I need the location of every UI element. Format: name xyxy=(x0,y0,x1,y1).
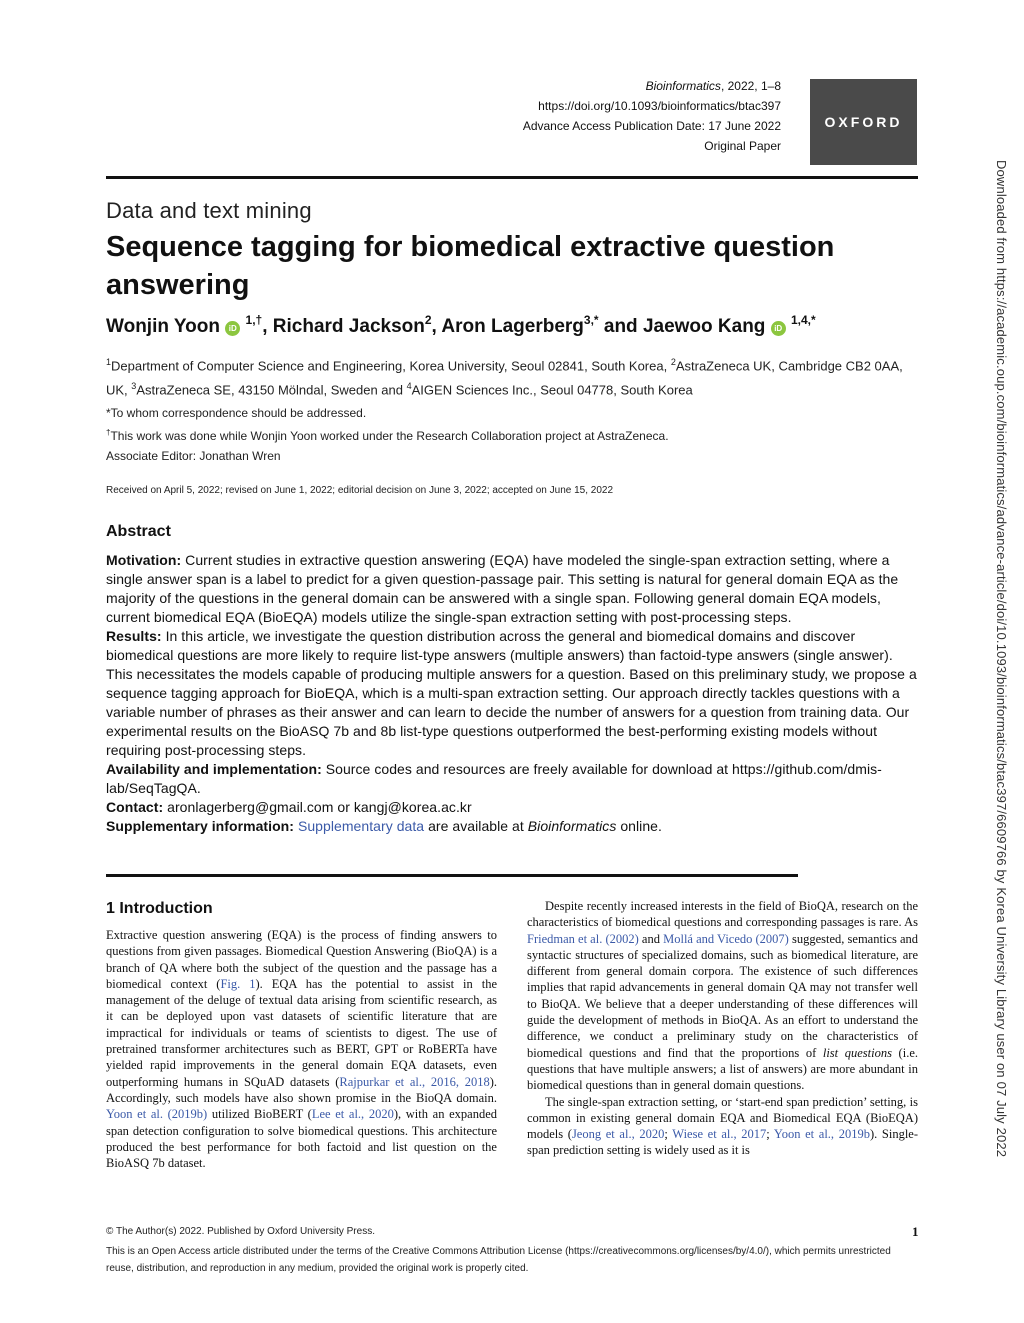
text-run: The single-span extraction setting, or ‘start-end span prediction’ setting, is common in existing general domain EQA and Biomedical EQA (BioEQA) models ( xyxy=(527,1094,918,1142)
author-kang[interactable]: and Jaewoo Kang xyxy=(598,316,766,337)
citation-link[interactable]: Rajpurkar et al., 2016, 2018 xyxy=(339,1074,490,1089)
affil-sup: 3 xyxy=(131,381,137,392)
doi-link[interactable]: https://doi.org/10.1093/bioinformatics/btac397 xyxy=(538,99,781,113)
supp-label: Supplementary information: xyxy=(106,818,294,834)
author-sup: 1,† xyxy=(245,313,263,327)
affil-text: AIGEN Sciences Inc., Seoul 04778, South Korea xyxy=(411,382,693,398)
section-heading-introduction: 1 Introduction xyxy=(106,900,213,917)
citation-link[interactable]: Wiese et al., 2017 xyxy=(672,1127,767,1142)
abstract-body xyxy=(106,551,918,836)
received-dates: Received on April 5, 2022; revised on June 1, 2022; editorial decision on June 3, 2022; accepted on June 15, 2022 xyxy=(106,485,614,496)
supp-text-end: online. xyxy=(616,818,662,834)
motivation-text: Current studies in extractive question answering (EQA) have modeled the single-span extraction setting, where a single answer span is a label to predict for a given question-passage pair. This setting is natural for general domain EQA as the majority of the questions in the general domain can be answered with a single span. Following general domain EQA models, current biomedical EQA (BioEQA) models utilize the single-span extraction setting with post-processing steps. xyxy=(106,552,899,625)
text-run: and xyxy=(638,931,664,946)
text-run: Despite recently increased interests in the field of BioQA, research on the characteristics of biomedical questions and corresponding passages is rare. As xyxy=(527,899,918,930)
author-notes xyxy=(106,403,918,466)
text-run: ), with an expanded span detection configuration to solve biomedical questions. This architecture produced the best performance for both factoid and list question on the BioASQ 7b dataset. xyxy=(106,1107,497,1171)
section-label: Data and text mining xyxy=(106,198,312,223)
author-list xyxy=(106,313,816,338)
emphasis: list questions xyxy=(822,1045,892,1060)
associate-editor: Associate Editor: Jonathan Wren xyxy=(106,449,281,463)
supplementary-link[interactable]: Supplementary data xyxy=(297,818,425,834)
abstract-availability xyxy=(106,760,918,798)
orcid-icon[interactable]: iD xyxy=(225,321,240,336)
citation-link[interactable]: Lee et al., 2020 xyxy=(311,1107,394,1122)
contact-label: Contact: xyxy=(106,799,164,815)
results-label: Results: xyxy=(106,628,162,644)
paper-title: Sequence tagging for biomedical extractive question answering xyxy=(106,231,835,301)
copyright-notice: © The Author(s) 2022. Published by Oxford University Press. xyxy=(106,1226,375,1237)
download-sidebar-text: Downloaded from https://academic.oup.com/bioinformatics/advance-article/doi/10.1093/bioinformatics/btac397/6609766 by Korea University Library user on 07 July 2022 xyxy=(994,160,1009,1158)
text-run: Extractive question answering (EQA) is the process of finding answers to questions from given passages. Biomedical Question Answering (BioQA) is a branch of QA where both the subject of the question and the passage has a biomedical context ( xyxy=(106,928,497,991)
abstract-heading: Abstract xyxy=(106,523,171,540)
author-yoon[interactable]: Wonjin Yoon xyxy=(106,316,220,337)
author-lagerberg[interactable]: , Aron Lagerberg xyxy=(431,316,584,337)
figure-link[interactable]: Fig. 1 xyxy=(220,976,256,991)
journal-name: Bioinformatics xyxy=(645,79,721,93)
affil-sup: 1 xyxy=(106,357,112,367)
intro-paragraph xyxy=(527,1094,918,1159)
orcid-icon[interactable]: iD xyxy=(771,321,786,336)
citation-link[interactable]: Jeong et al., 2020 xyxy=(571,1127,665,1142)
affil-sup: 2 xyxy=(670,357,676,367)
text-run: suggested, semantics and syntactic structures of specialized domains, such as biomedical literature, are different from general domain corpora. The existence of such differences implies that rapid advancements in general domain QA may not transfer well to BioQA. We believe that a deeper understanding of these differences will guide the development of methods in BioQA. As an effort to understand the difference, we conduct a preliminary study on the characteristics of biomedical questions and find that the proportions of xyxy=(527,931,919,1060)
text-run: (i.e. questions that have multiple answers; a list of answers) are more abundant in biomedical questions than in general domain questions. xyxy=(527,1045,918,1093)
text-run: ). Accordingly, such models have also shown promise in the BioQA domain. xyxy=(106,1074,497,1105)
author-sup: 3,* xyxy=(583,313,599,327)
results-text: In this article, we investigate the question distribution across the general and biomedical domains and discover biomedical questions are more likely to require list-type answers (multiple answers) than factoid-type answers (single answer). This necessitates the models capable of producing multiple answers for a question. Based on this preliminary study, we propose a sequence tagging approach for BioEQA, which is a multi-span extraction setting. Our approach directly tackles questions with a variable number of phrases as their answer and can learn to decide the number of answers for a question from training data. Our experimental results on the BioASQ 7b and 8b list-type questions outperformed the best-performing existing models without requiring post-processing steps. xyxy=(106,628,917,758)
page-number: 1 xyxy=(912,1224,919,1239)
affil-text: AstraZeneca UK, Cambridge CB2 0AA, UK, xyxy=(106,358,903,398)
paper-type: Original Paper xyxy=(704,139,781,153)
work-note-text: This work was done while Wonjin Yoon worked under the Research Collaboration project at AstraZeneca. xyxy=(110,429,669,443)
citation-link[interactable]: Yoon et al. (2019b) xyxy=(106,1107,208,1122)
intro-right-column xyxy=(527,898,918,1159)
affil-text: Department of Computer Science and Engineering, Korea University, Seoul 02841, South Korea, xyxy=(111,358,671,374)
abstract-results xyxy=(106,627,918,760)
oxford-logo-text: OXFORD xyxy=(824,114,903,130)
author-sup: 2 xyxy=(424,313,432,327)
text-run: ). EQA has the potential to assist in the management of the deluge of textual data arising from scientific research, as it can be deployed upon vast datasets of scientific literature that are impractical for individuals or teams of scientists to digest. The use of pretrained transformer architectures such as BERT, GPT or RoBERTa have yielded rapid improvements in the general domain EQA datasets, even outperforming humans in SQuAD datasets ( xyxy=(106,976,497,1089)
text-run: ; xyxy=(664,1127,673,1142)
dagger-mark: † xyxy=(106,428,111,437)
affil-text: AstraZeneca SE, 43150 Mölndal, Sweden and xyxy=(136,382,407,398)
abstract-contact xyxy=(106,798,918,817)
abstract-rule xyxy=(106,874,798,877)
affil-sup: 4 xyxy=(406,381,412,392)
availability-label: Availability and implementation: xyxy=(106,761,322,777)
affiliations xyxy=(106,352,918,401)
intro-left-column xyxy=(106,927,497,1171)
correspondence-note: *To whom correspondence should be addressed. xyxy=(106,406,367,420)
citation-link[interactable]: Friedman et al. (2002) xyxy=(527,931,639,946)
availability-text[interactable]: Source codes and resources are freely available for download at https://github.com/dmis-lab/SeqTagQA. xyxy=(106,761,882,796)
oxford-logo xyxy=(810,79,917,165)
motivation-label: Motivation: xyxy=(106,552,182,568)
intro-paragraph xyxy=(106,927,497,1171)
abstract-motivation xyxy=(106,551,918,627)
journal-citation xyxy=(646,76,781,96)
supp-journal: Bioinformatics xyxy=(527,818,617,834)
supp-text: are available at xyxy=(424,818,528,834)
download-sidebar xyxy=(993,160,1011,1170)
work-note xyxy=(106,423,918,446)
access-date: Advance Access Publication Date: 17 June 2022 xyxy=(522,119,781,133)
citation-link[interactable]: Mollá and Vicedo (2007) xyxy=(663,931,789,946)
author-sup: 1,4,* xyxy=(790,313,816,327)
text-run: utilized BioBERT ( xyxy=(207,1107,312,1122)
contact-text[interactable]: aronlagerberg@gmail.com or kangj@korea.ac.kr xyxy=(163,799,472,815)
abstract-supplementary xyxy=(106,817,918,836)
text-run: ; xyxy=(766,1127,774,1142)
citation-link[interactable]: Yoon et al., 2019b xyxy=(773,1127,870,1142)
text-run: ). Single-span prediction setting is widely used as it is xyxy=(527,1127,919,1158)
author-jackson[interactable]: , Richard Jackson xyxy=(262,316,425,337)
header-rule xyxy=(106,176,918,179)
license-notice: This is an Open Access article distributed under the terms of the Creative Commons Attribution License (https://creativecommons.org/licenses/by/4.0/), which permits unrestricted reuse, distribution, and reproduction in any medium, provided the original work is properly cited. xyxy=(106,1246,891,1274)
journal-year-pages: , 2022, 1–8 xyxy=(720,79,781,93)
intro-paragraph xyxy=(527,898,918,1094)
